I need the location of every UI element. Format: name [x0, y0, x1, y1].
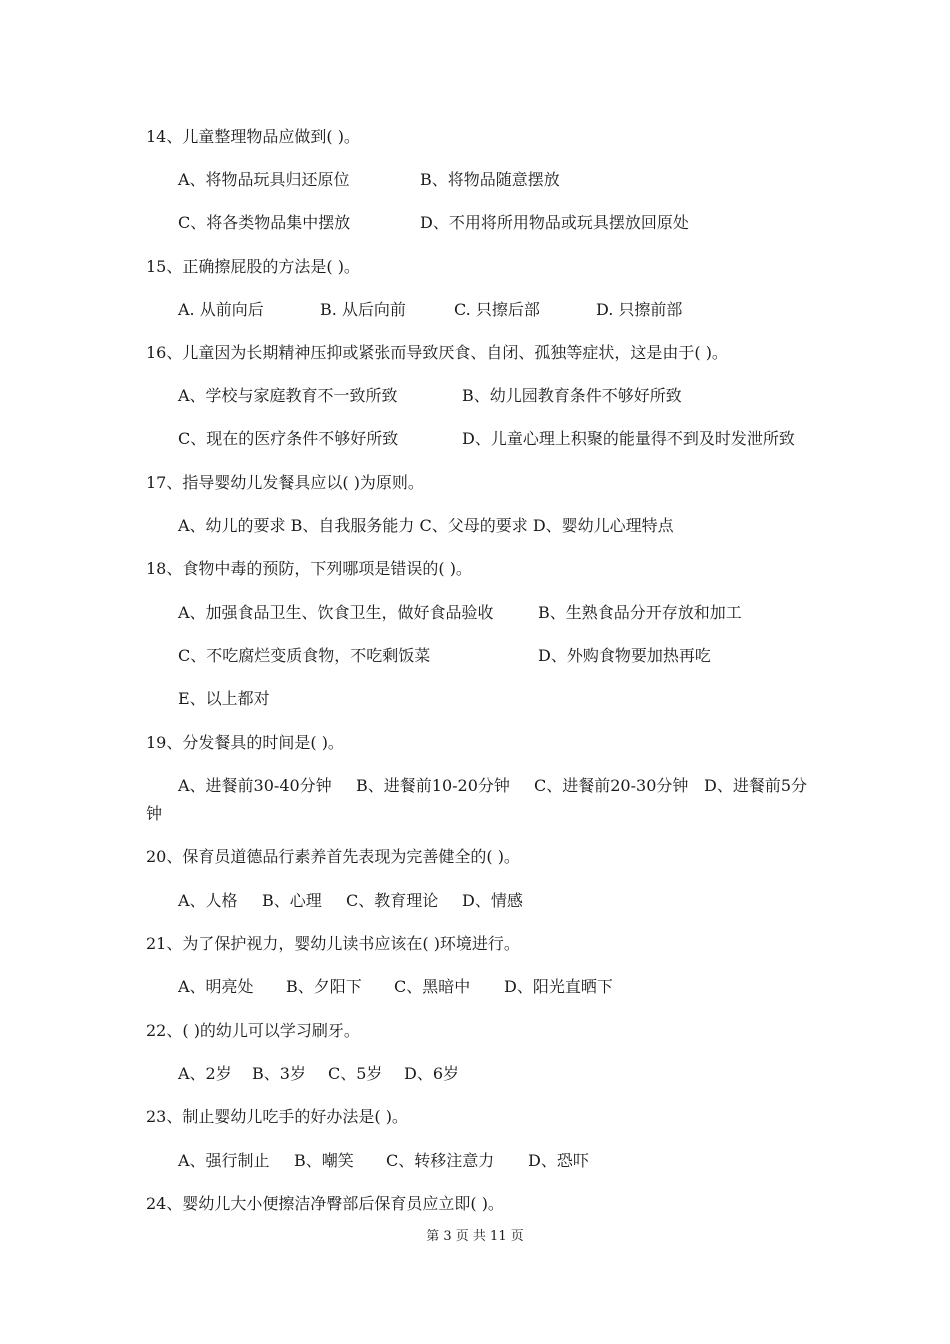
- option-15d: D. 只擦前部: [596, 300, 683, 319]
- option-19a: A、进餐前30-40分钟: [178, 776, 332, 795]
- option-23d: D、恐吓: [528, 1151, 589, 1170]
- option-14d: D、不用将所用物品或玩具摆放回原处: [420, 213, 689, 232]
- page-footer: 第 3 页 共 11 页: [426, 1229, 524, 1244]
- option-18b: B、生熟食品分开存放和加工: [538, 603, 742, 622]
- option-14c: C、将各类物品集中摆放: [178, 213, 351, 232]
- option-19d: D、进餐前5分: [704, 776, 808, 795]
- option-19d-wrap: 钟: [146, 804, 163, 823]
- option-18a: A、加强食品卫生、饮食卫生，做好食品验收: [178, 603, 494, 622]
- question-21: 21、为了保护视力，婴幼儿读书应该在( )环境进行。: [146, 934, 520, 953]
- option-23c: C、转移注意力: [386, 1151, 495, 1170]
- option-20c: C、教育理论: [346, 891, 439, 910]
- question-16: 16、儿童因为长期精神压抑或紧张而导致厌食、自闭、孤独等症状，这是由于( )。: [146, 343, 728, 362]
- option-16d: D、儿童心理上积聚的能量得不到及时发泄所致: [462, 429, 795, 448]
- option-15b: B. 从后向前: [320, 300, 406, 319]
- question-19: 19、分发餐具的时间是( )。: [146, 733, 344, 752]
- option-21d: D、阳光直晒下: [504, 977, 613, 996]
- question-23: 23、制止婴幼儿吃手的好办法是( )。: [146, 1107, 408, 1126]
- option-16a: A、学校与家庭教育不一致所致: [178, 386, 398, 405]
- question-15: 15、正确擦屁股的方法是( )。: [146, 257, 360, 276]
- option-20b: B、心理: [262, 891, 322, 910]
- option-15a: A. 从前向后: [178, 300, 264, 319]
- option-21a: A、明亮处: [178, 977, 254, 996]
- option-22c: C、5岁: [328, 1064, 383, 1083]
- question-20: 20、保育员道德品行素养首先表现为完善健全的( )。: [146, 847, 520, 866]
- option-15c: C. 只擦后部: [454, 300, 540, 319]
- option-21c: C、黑暗中: [394, 977, 471, 996]
- option-20d: D、情感: [462, 891, 523, 910]
- question-14: 14、儿童整理物品应做到( )。: [146, 127, 360, 146]
- option-20a: A、人格: [178, 891, 238, 910]
- question-18: 18、食物中毒的预防，下列哪项是错误的( )。: [146, 559, 472, 578]
- question-22: 22、( )的幼儿可以学习刷牙。: [146, 1021, 360, 1040]
- option-22a: A、2岁: [178, 1064, 232, 1083]
- option-23a: A、强行制止: [178, 1151, 270, 1170]
- option-14a: A、将物品玩具归还原位: [178, 170, 350, 189]
- options-17: A、幼儿的要求 B、自我服务能力 C、父母的要求 D、婴幼儿心理特点: [178, 516, 674, 535]
- option-19b: B、进餐前10-20分钟: [356, 776, 510, 795]
- option-21b: B、夕阳下: [286, 977, 362, 996]
- option-18d: D、外购食物要加热再吃: [538, 646, 711, 665]
- option-18c: C、不吃腐烂变质食物，不吃剩饭菜: [178, 646, 431, 665]
- option-22b: B、3岁: [252, 1064, 306, 1083]
- option-23b: B、嘲笑: [294, 1151, 354, 1170]
- option-19c: C、进餐前20-30分钟: [534, 776, 689, 795]
- option-22d: D、6岁: [404, 1064, 460, 1083]
- question-24: 24、婴幼儿大小便擦洁净臀部后保育员应立即( )。: [146, 1194, 504, 1213]
- option-18e: E、以上都对: [178, 689, 270, 708]
- option-16b: B、幼儿园教育条件不够好所致: [462, 386, 682, 405]
- option-14b: B、将物品随意摆放: [420, 170, 560, 189]
- question-17: 17、指导婴幼儿发餐具应以( )为原则。: [146, 473, 424, 492]
- option-16c: C、现在的医疗条件不够好所致: [178, 429, 399, 448]
